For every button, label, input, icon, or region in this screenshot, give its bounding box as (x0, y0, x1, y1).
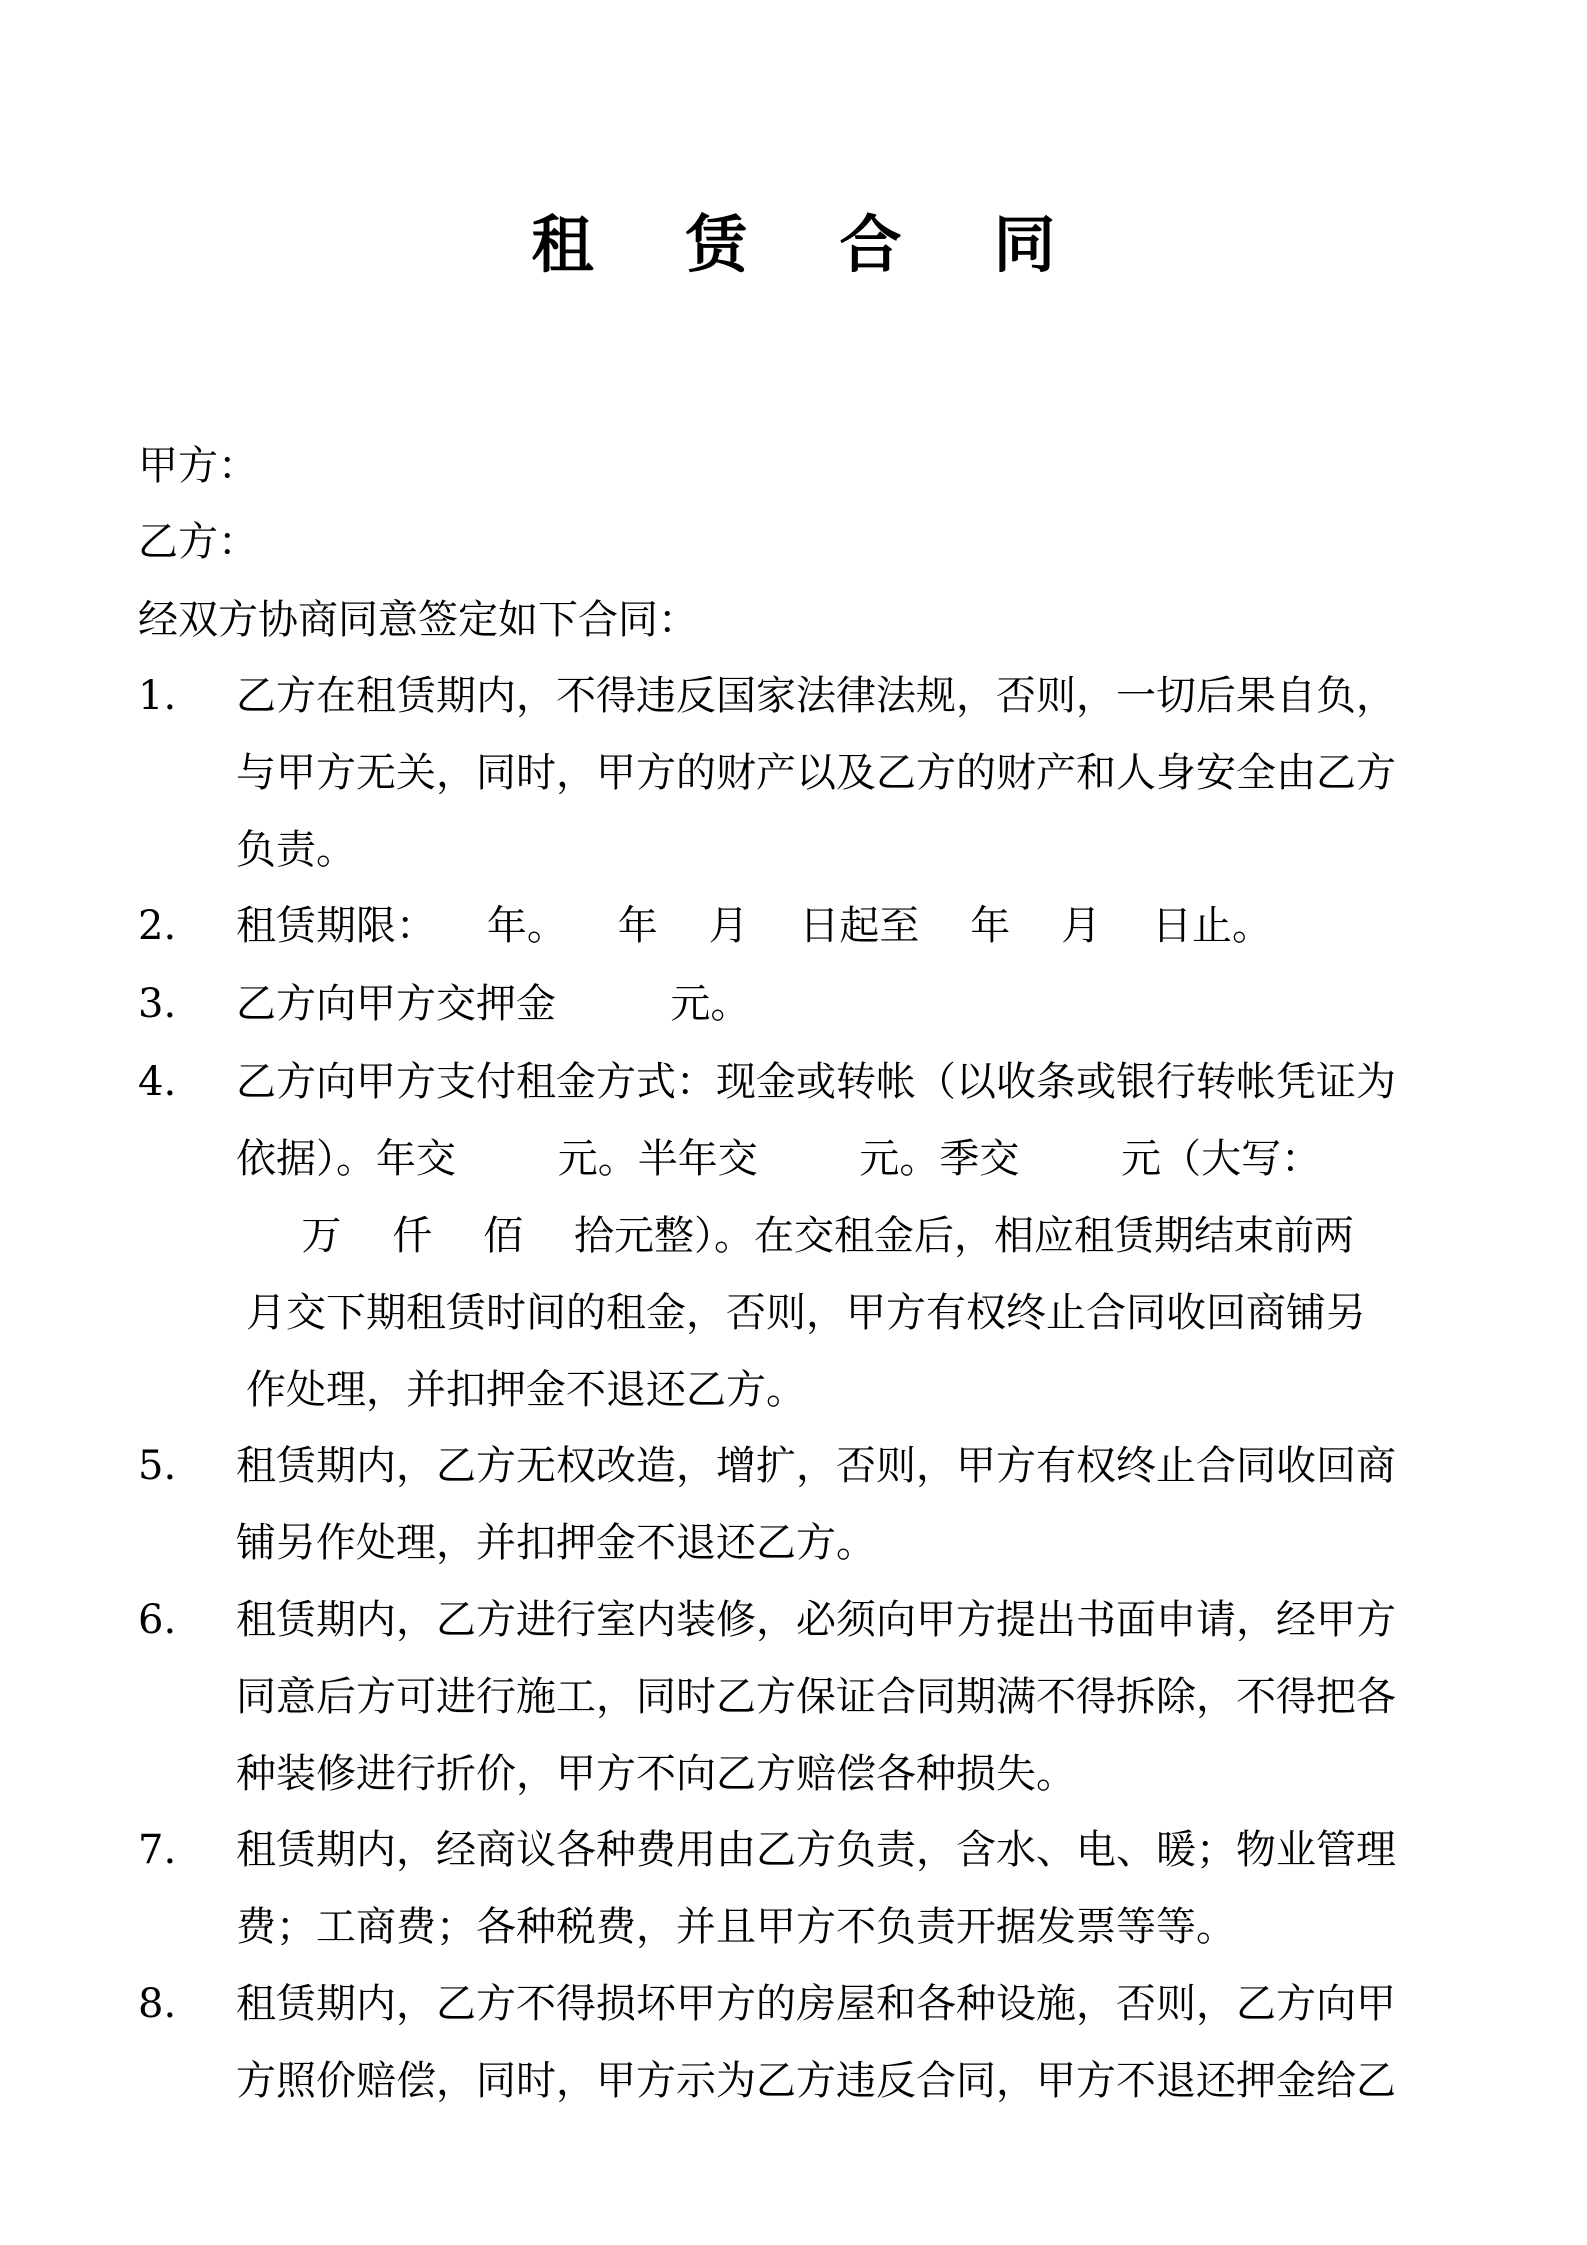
clause-line: 租赁期内，乙方进行室内装修，必须向甲方提出书面申请，经甲方 (236, 1597, 1396, 1643)
clause-number: 1. (138, 673, 177, 719)
clause-line: 租赁期内，乙方无权改造，增扩，否则，甲方有权终止合同收回商 (236, 1443, 1396, 1489)
clause-line: 方照价赔偿，同时，甲方示为乙方违反合同，甲方不退还押金给乙 (236, 2058, 1396, 2104)
clause-line: 费；工商费；各种税费，并且甲方不负责开据发票等等。 (236, 1904, 1236, 1950)
clause-line: 万 仟 佰 拾元整）。在交租金后，相应租赁期结束前两 (276, 1213, 1355, 1259)
clause-number: 6. (138, 1597, 177, 1643)
clause-line: 负责。 (236, 827, 356, 873)
clause-line: 依据）。年交 元。半年交 元。季交 元（大写： (236, 1136, 1322, 1182)
clause-line: 乙方向甲方支付租金方式：现金或转帐（以收条或银行转帐凭证为 (236, 1059, 1396, 1105)
clause-line: 租赁期内，经商议各种费用由乙方负责，含水、电、暖；物业管理 (236, 1827, 1396, 1873)
title-char: 租 (531, 208, 594, 281)
party-b-line: 乙方： (138, 519, 258, 565)
clause-line: 月交下期租赁时间的租金，否则，甲方有权终止合同收回商铺另 (246, 1290, 1366, 1336)
clause-number: 3. (138, 981, 177, 1027)
document-title (0, 200, 1587, 290)
clause-line: 乙方向甲方交押金 元。 (236, 981, 751, 1027)
clause-number: 7. (138, 1827, 177, 1873)
clause-number: 8. (138, 1981, 177, 2027)
clause-line: 乙方在租赁期内，不得违反国家法律法规，否则，一切后果自负， (236, 673, 1396, 719)
title-char: 合 (839, 208, 902, 281)
clause-line: 铺另作处理，并扣押金不退还乙方。 (236, 1520, 876, 1566)
clause-line: 租赁期限： 年。 年 月 日起至 年 月 日止。 (236, 903, 1273, 949)
clause-line: 租赁期内，乙方不得损坏甲方的房屋和各种设施，否则，乙方向甲 (236, 1981, 1396, 2027)
clause-line: 作处理，并扣押金不退还乙方。 (246, 1367, 806, 1413)
title-char: 同 (993, 208, 1056, 281)
clause-line: 种装修进行折价，甲方不向乙方赔偿各种损失。 (236, 1751, 1076, 1797)
party-a-line: 甲方： (138, 443, 258, 489)
clause-line: 与甲方无关，同时，甲方的财产以及乙方的财产和人身安全由乙方 (236, 750, 1396, 796)
intro-line: 经双方协商同意签定如下合同： (138, 597, 698, 643)
clause-number: 5. (138, 1443, 177, 1489)
clause-number: 2. (138, 903, 177, 949)
title-char: 赁 (685, 208, 748, 281)
clause-number: 4. (138, 1059, 177, 1105)
clause-line: 同意后方可进行施工，同时乙方保证合同期满不得拆除，不得把各 (236, 1674, 1396, 1720)
